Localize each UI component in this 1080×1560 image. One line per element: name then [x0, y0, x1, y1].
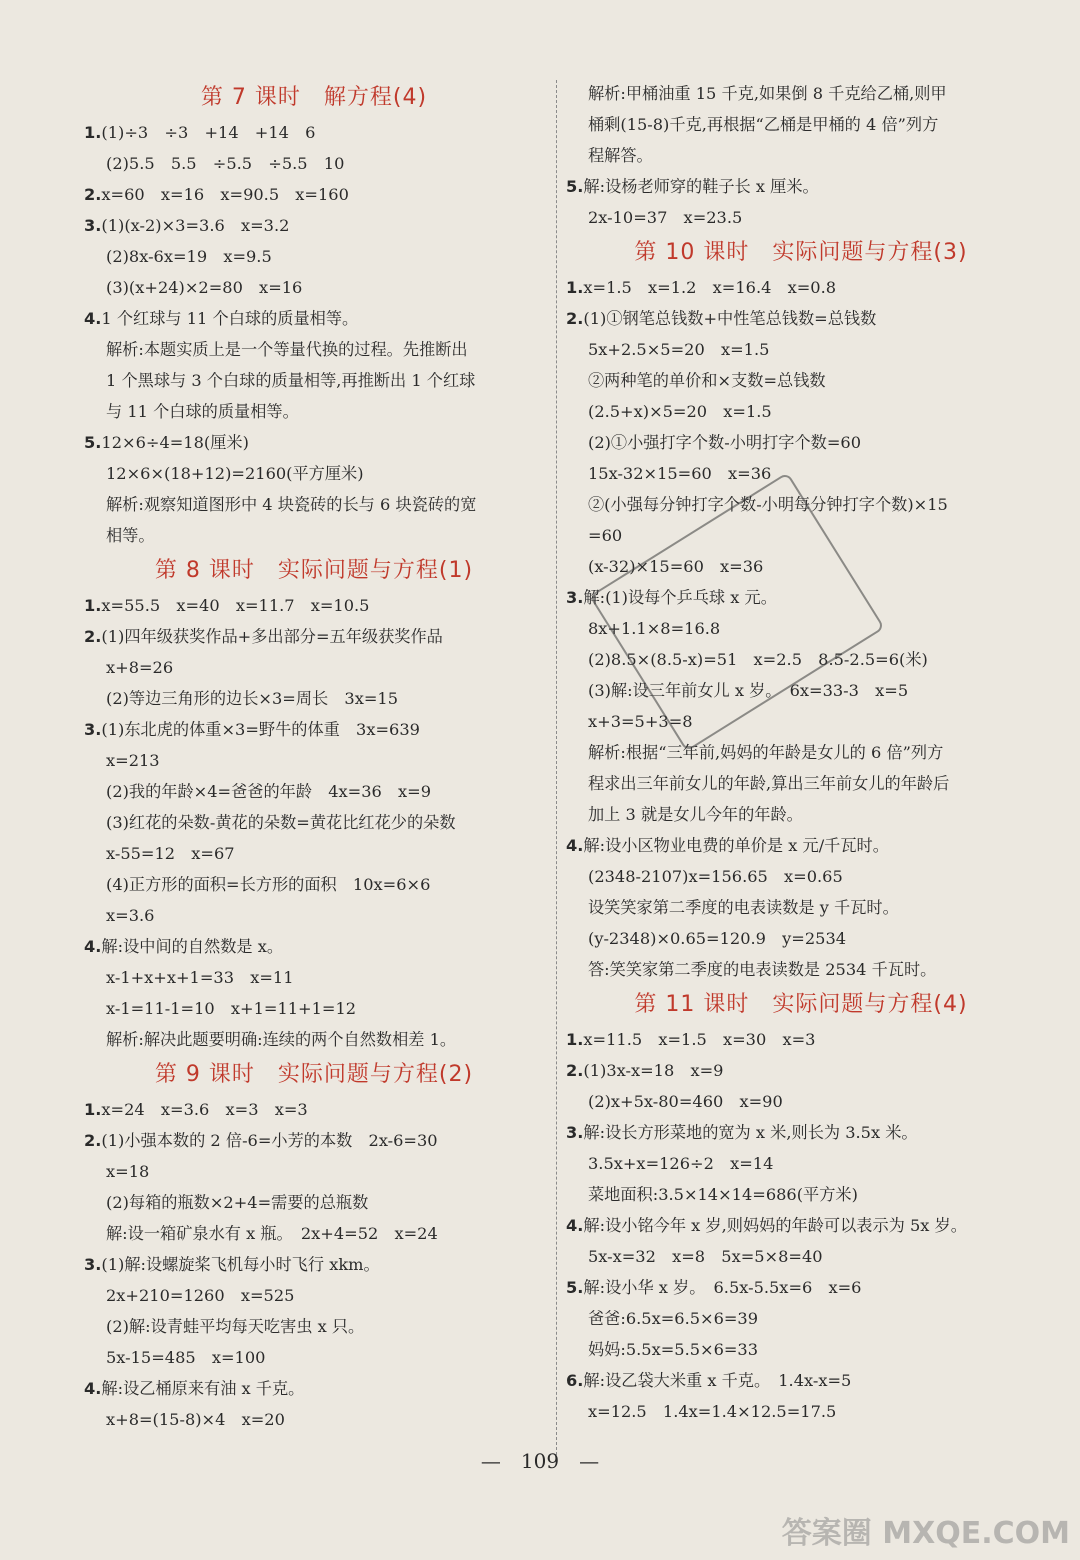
answer-item: [84, 303, 544, 334]
item-text: 解:设乙袋大米重 x 千克。 1.4x-x=5: [583, 1371, 852, 1390]
item-text: (1)(x-2)×3=3.6 x=3.2: [101, 216, 290, 235]
answer-item: [566, 830, 1036, 861]
item-number: 2.: [84, 1131, 102, 1150]
answer-line: 解析:解决此题要明确:连续的两个自然数相差 1。: [106, 1030, 457, 1049]
answer-item: [84, 1125, 544, 1156]
answer-line: (y-2348)×0.65=120.9 y=2534: [588, 929, 847, 948]
answer-line: (3)(x+24)×2=80 x=16: [106, 278, 303, 297]
item-text: 1 个红球与 11 个白球的质量相等。: [101, 309, 359, 328]
answer-line: (2)①小强打字个数-小明打字个数=60: [588, 433, 861, 452]
item-number: 2.: [566, 309, 584, 328]
answer-line: (2)8.5×(8.5-x)=51 x=2.5 8.5-2.5=6(米): [588, 650, 928, 669]
answer-item: [84, 427, 544, 458]
item-text: x=24 x=3.6 x=3 x=3: [101, 1100, 308, 1119]
item-text: (1)÷3 ÷3 +14 +14 6: [101, 123, 316, 142]
answer-item: [84, 590, 544, 621]
item-text: x=60 x=16 x=90.5 x=160: [101, 185, 349, 204]
item-number: 4.: [566, 836, 584, 855]
item-number: 4.: [84, 937, 102, 956]
answer-line: 5x+2.5×5=20 x=1.5: [588, 340, 770, 359]
answer-line: 3.5x+x=126÷2 x=14: [588, 1154, 774, 1173]
item-text: (1)小强本数的 2 倍-6=小芳的本数 2x-6=30: [101, 1131, 438, 1150]
answer-item: [84, 210, 544, 241]
item-number: 3.: [566, 588, 584, 607]
answer-line: 加上 3 就是女儿今年的年龄。: [588, 805, 803, 824]
answer-line: (2)等边三角形的边长×3=周长 3x=15: [106, 689, 399, 708]
item-text: 解:(1)设每个乒乓球 x 元。: [583, 588, 777, 607]
item-number: 5.: [566, 1278, 584, 1297]
answer-line: 菜地面积:3.5×14×14=686(平方米): [588, 1185, 858, 1204]
answer-line: (2348-2107)x=156.65 x=0.65: [588, 867, 843, 886]
answer-line: (2)5.5 5.5 ÷5.5 ÷5.5 10: [106, 154, 345, 173]
answer-line: 设笑笑家第二季度的电表读数是 y 千瓦时。: [588, 898, 899, 917]
answer-line: 解析:观察知道图形中 4 块瓷砖的长与 6 块瓷砖的宽: [106, 495, 477, 514]
answer-item: [84, 1094, 544, 1125]
answer-line: 程解答。: [588, 146, 653, 165]
item-text: x=11.5 x=1.5 x=30 x=3: [583, 1030, 816, 1049]
item-number: 3.: [84, 216, 102, 235]
answer-item: [84, 621, 544, 652]
answer-item: [84, 1373, 544, 1404]
answer-line: 程求出三年前女儿的年龄,算出三年前女儿的年龄后: [588, 774, 950, 793]
item-text: x=1.5 x=1.2 x=16.4 x=0.8: [583, 278, 837, 297]
item-number: 3.: [566, 1123, 584, 1142]
item-text: (1)东北虎的体重×3=野牛的体重 3x=639: [101, 720, 420, 739]
item-number: 3.: [84, 1255, 102, 1274]
answer-line: x=12.5 1.4x=1.4×12.5=17.5: [588, 1402, 837, 1421]
answer-line: x+8=(15-8)×4 x=20: [106, 1410, 285, 1429]
answer-line: 8x+1.1×8=16.8: [588, 619, 721, 638]
item-number: 6.: [566, 1371, 584, 1390]
section-heading: 第 7 课时 解方程(4): [200, 85, 428, 110]
item-number: 1.: [84, 596, 102, 615]
item-number: 4.: [566, 1216, 584, 1235]
answer-line: 解析:根据“三年前,妈妈的年龄是女儿的 6 倍”列方: [588, 743, 944, 762]
item-number: 4.: [84, 309, 102, 328]
item-number: 2.: [84, 627, 102, 646]
item-number: 5.: [84, 433, 102, 452]
item-text: 12×6÷4=18(厘米): [101, 433, 249, 452]
answer-line: x=213: [106, 751, 160, 770]
answer-item: [566, 303, 1036, 334]
answer-item: [566, 1024, 1036, 1055]
item-number: 1.: [84, 123, 102, 142]
section-heading: 第 11 课时 实际问题与方程(4): [634, 992, 968, 1017]
page-number-value: 109: [520, 1449, 560, 1473]
item-text: 解:设小区物业电费的单价是 x 元/千瓦时。: [583, 836, 889, 855]
answer-line: =60: [588, 526, 623, 545]
left-column: [84, 78, 544, 1435]
answer-line: 与 11 个白球的质量相等。: [106, 402, 299, 421]
answer-line: ②两种笔的单价和×支数=总钱数: [588, 371, 826, 390]
item-number: 1.: [566, 278, 584, 297]
answer-line: x-1+x+x+1=33 x=11: [106, 968, 294, 987]
answer-line: (4)正方形的面积=长方形的面积 10x=6×6: [106, 875, 431, 894]
answer-item: [84, 117, 544, 148]
item-text: (1)①钢笔总钱数+中性笔总钱数=总钱数: [583, 309, 877, 328]
answer-item: [84, 1249, 544, 1280]
watermark-logo: 答案圈 MXQE.COM: [781, 1516, 1070, 1551]
answer-line: 答:笑笑家第二季度的电表读数是 2534 千瓦时。: [588, 960, 937, 979]
answer-item: [84, 931, 544, 962]
answer-line: (3)红花的朵数-黄花的朵数=黄花比红花少的朵数: [106, 813, 456, 832]
right-column: [566, 78, 1036, 1427]
item-number: 1.: [84, 1100, 102, 1119]
answer-line: (2)8x-6x=19 x=9.5: [106, 247, 272, 266]
column-divider: [556, 80, 557, 1465]
item-text: 解:设小华 x 岁。 6.5x-5.5x=6 x=6: [583, 1278, 862, 1297]
answer-item: [566, 1365, 1036, 1396]
answer-item: [566, 1210, 1036, 1241]
answer-line: (2.5+x)×5=20 x=1.5: [588, 402, 772, 421]
answer-line: 爸爸:6.5x=6.5×6=39: [588, 1309, 759, 1328]
answer-line: 解析:本题实质上是一个等量代换的过程。先推断出: [106, 340, 468, 359]
item-number: 1.: [566, 1030, 584, 1049]
answer-line: x-1=11-1=10 x+1=11+1=12: [106, 999, 357, 1018]
answer-line: 解:设一箱矿泉水有 x 瓶。 2x+4=52 x=24: [106, 1224, 438, 1243]
item-text: (1)3x-x=18 x=9: [583, 1061, 724, 1080]
item-number: 4.: [84, 1379, 102, 1398]
answer-line: 1 个黑球与 3 个白球的质量相等,再推断出 1 个红球: [106, 371, 476, 390]
item-text: 解:设中间的自然数是 x。: [101, 937, 284, 956]
item-text: 解:设小铭今年 x 岁,则妈妈的年龄可以表示为 5x 岁。: [583, 1216, 967, 1235]
answer-line: 5x-x=32 x=8 5x=5×8=40: [588, 1247, 823, 1266]
answer-line: 相等。: [106, 526, 155, 545]
answer-item: [84, 179, 544, 210]
item-number: 3.: [84, 720, 102, 739]
answer-line: 12×6×(18+12)=2160(平方厘米): [106, 464, 364, 483]
page-number: — 109 —: [480, 1449, 600, 1473]
section-heading: 第 8 课时 实际问题与方程(1): [154, 558, 474, 583]
answer-item: [84, 714, 544, 745]
answer-line: 解析:甲桶油重 15 千克,如果倒 8 千克给乙桶,则甲: [588, 84, 947, 103]
section-heading: 第 10 课时 实际问题与方程(3): [634, 240, 968, 265]
answer-item: [566, 272, 1036, 303]
answer-item: [566, 171, 1036, 202]
answer-item: [566, 1055, 1036, 1086]
item-text: (1)解:设螺旋桨飞机每小时飞行 xkm。: [101, 1255, 380, 1274]
answer-line: 2x+210=1260 x=525: [106, 1286, 295, 1305]
item-number: 5.: [566, 177, 584, 196]
answer-item: [566, 1272, 1036, 1303]
answer-line: 5x-15=485 x=100: [106, 1348, 266, 1367]
answer-line: (2)x+5x-80=460 x=90: [588, 1092, 783, 1111]
item-text: x=55.5 x=40 x=11.7 x=10.5: [101, 596, 370, 615]
item-text: 解:设乙桶原来有油 x 千克。: [101, 1379, 305, 1398]
answer-line: 2x-10=37 x=23.5: [588, 208, 743, 227]
item-number: 2.: [84, 185, 102, 204]
answer-item: [566, 1117, 1036, 1148]
answer-line: 15x-32×15=60 x=36: [588, 464, 772, 483]
item-text: 解:设长方形菜地的宽为 x 米,则长为 3.5x 米。: [583, 1123, 918, 1142]
answer-line: (2)解:设青蛙平均每天吃害虫 x 只。: [106, 1317, 365, 1336]
answer-line: x+3=5+3=8: [588, 712, 693, 731]
answer-line: ②(小强每分钟打字个数-小明每分钟打字个数)×15: [588, 495, 948, 514]
answer-line: (2)每箱的瓶数×2+4=需要的总瓶数: [106, 1193, 369, 1212]
section-heading: 第 9 课时 实际问题与方程(2): [154, 1062, 474, 1087]
answer-line: x=3.6: [106, 906, 155, 925]
answer-line: 妈妈:5.5x=5.5×6=33: [588, 1340, 759, 1359]
answer-line: (2)我的年龄×4=爸爸的年龄 4x=36 x=9: [106, 782, 431, 801]
item-text: (1)四年级获奖作品+多出部分=五年级获奖作品: [101, 627, 443, 646]
answer-line: x=18: [106, 1162, 150, 1181]
answer-line: (3)解:设三年前女儿 x 岁。 6x=33-3 x=5: [588, 681, 909, 700]
answer-line: (x-32)×15=60 x=36: [588, 557, 764, 576]
answer-line: 桶剩(15-8)千克,再根据“乙桶是甲桶的 4 倍”列方: [588, 115, 939, 134]
answer-line: x+8=26: [106, 658, 174, 677]
item-text: 解:设杨老师穿的鞋子长 x 厘米。: [583, 177, 819, 196]
item-number: 2.: [566, 1061, 584, 1080]
answer-line: x-55=12 x=67: [106, 844, 235, 863]
